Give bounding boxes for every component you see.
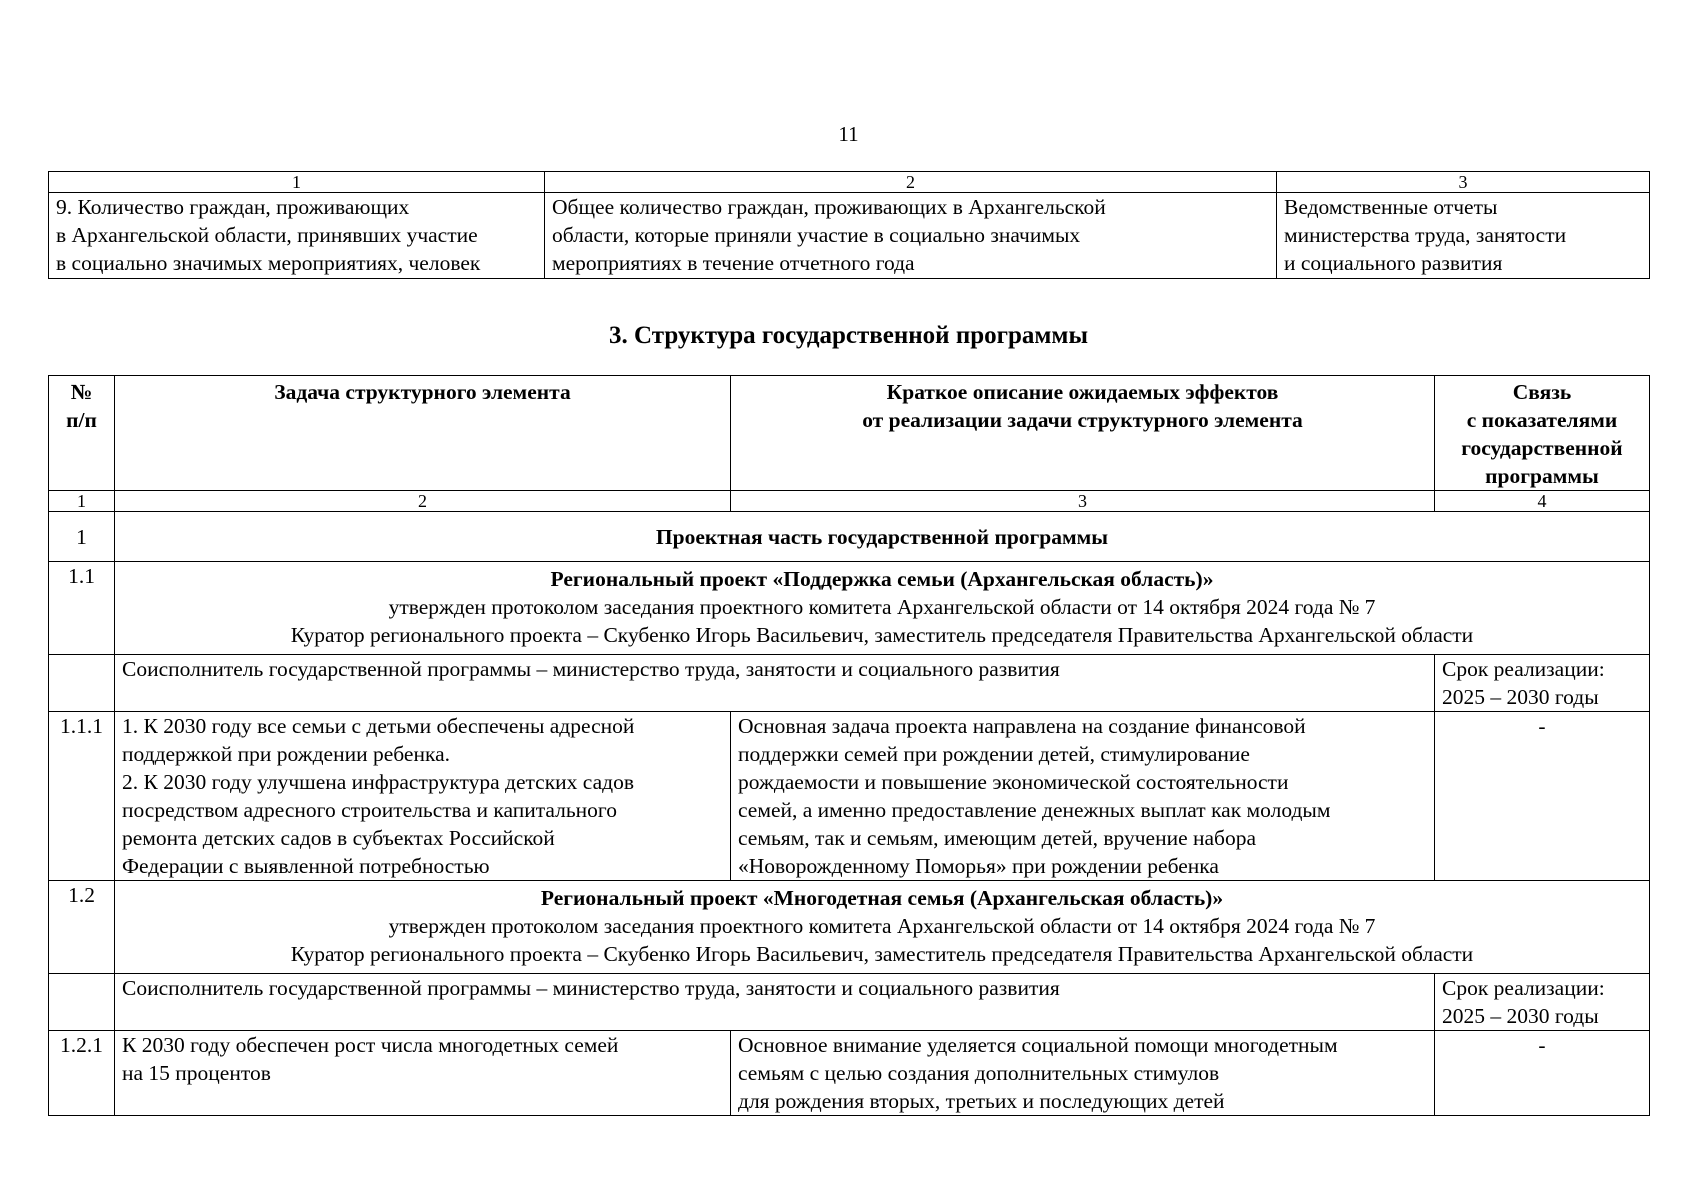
effects-text: [731, 712, 1435, 881]
project-info: [115, 562, 1650, 655]
text-line: области, которые приняли участие в социально значимых: [552, 223, 1081, 247]
project-approved: утвержден протоколом заседания проектного комитета Архангельской области от 14 октября 2024 года № 7: [388, 595, 1376, 619]
text-line: 1. К 2030 году все семьи с детьми обеспечены адресной: [122, 714, 635, 738]
part-num: 1: [49, 512, 115, 562]
task-num: 1.2.1: [49, 1031, 115, 1116]
coexecutor: Соисполнитель государственной программы – министерство труда, занятости и социального развития: [115, 974, 1435, 1031]
indicator-row: [49, 193, 1650, 279]
text-line: «Новорожденному Поморья» при рождении ребенка: [738, 854, 1219, 878]
coexecutor-row: [49, 655, 1650, 712]
text-line: для рождения вторых, третьих и последующих детей: [738, 1089, 1225, 1113]
task-text: [115, 1031, 731, 1116]
header-row: [49, 376, 1650, 491]
task-text: [115, 712, 731, 881]
indicator-source-cell: [1277, 193, 1650, 279]
project-curator: Куратор регионального проекта – Скубенко Игорь Васильевич, заместитель председателя Правительства Архангельской области: [290, 942, 1474, 966]
text-line: мероприятиях в течение отчетного года: [552, 251, 915, 275]
text-line: К 2030 году обеспечен рост числа многодетных семей: [122, 1033, 619, 1057]
indicator-method-cell: [545, 193, 1277, 279]
text-line: Федерации с выявленной потребностью: [122, 854, 490, 878]
text-line: в социально значимых мероприятиях, человек: [56, 251, 481, 275]
project-row: [49, 562, 1650, 655]
column-number: 2: [545, 172, 1277, 193]
structure-table: [48, 375, 1650, 1116]
project-title: Региональный проект «Поддержка семьи (Архангельская область)»: [550, 567, 1214, 591]
term: [1435, 974, 1650, 1031]
section-title: 3. Структура государственной программы: [609, 322, 1088, 349]
text-line: Краткое описание ожидаемых эффектов: [886, 380, 1279, 404]
text-line: поддержки семей при рождении детей, стимулирование: [738, 742, 1250, 766]
text-line: государственной: [1461, 436, 1623, 460]
text-line: на 15 процентов: [122, 1061, 271, 1085]
column-number: 1: [49, 491, 115, 512]
empty-cell: [49, 655, 115, 712]
text-line: 2025 – 2030 годы: [1442, 685, 1599, 709]
column-number: 2: [115, 491, 731, 512]
text-line: с показателями: [1466, 408, 1618, 432]
project-num: 1.1: [49, 562, 115, 655]
text-line: Связь: [1512, 380, 1572, 404]
text-line: семьям, так и семьям, имеющим детей, вручение набора: [738, 826, 1257, 850]
text-line: №: [70, 380, 93, 404]
task-row: [49, 1031, 1650, 1116]
project-num: 1.2: [49, 881, 115, 974]
project-row: [49, 881, 1650, 974]
text-line: программы: [1485, 464, 1599, 488]
column-number: 4: [1435, 491, 1650, 512]
text-line: п/п: [66, 408, 97, 432]
part-row: [49, 512, 1650, 562]
link-value: -: [1435, 1031, 1650, 1116]
header-num: [49, 376, 115, 491]
text-line: рождаемости и повышение экономической состоятельности: [738, 770, 1289, 794]
text-line: Срок реализации:: [1442, 657, 1605, 681]
text-line: 9. Количество граждан, проживающих: [56, 195, 410, 219]
column-number: 3: [731, 491, 1435, 512]
project-approved: утвержден протоколом заседания проектного комитета Архангельской области от 14 октября 2024 года № 7: [388, 914, 1376, 938]
coexecutor: Соисполнитель государственной программы – министерство труда, занятости и социального развития: [115, 655, 1435, 712]
page-number: 11: [838, 122, 859, 146]
part-title: Проектная часть государственной программы: [115, 512, 1650, 562]
text-line: поддержкой при рождении ребенка.: [122, 742, 451, 766]
text-line: 2025 – 2030 годы: [1442, 1004, 1599, 1028]
column-number: 3: [1277, 172, 1650, 193]
indicator-table: [48, 171, 1650, 279]
project-curator: Куратор регионального проекта – Скубенко Игорь Васильевич, заместитель председателя Правительства Архангельской области: [290, 623, 1474, 647]
text-line: в Архангельской области, принявших участие: [56, 223, 478, 247]
text-line: посредством адресного строительства и капитального: [122, 798, 617, 822]
project-title: Региональный проект «Многодетная семья (Архангельская область)»: [540, 886, 1224, 910]
text-line: ремонта детских садов в субъектах Российской: [122, 826, 555, 850]
text-line: Ведомственные отчеты: [1284, 195, 1498, 219]
text-line: семей, а именно предоставление денежных выплат как молодым: [738, 798, 1331, 822]
effects-text: [731, 1031, 1435, 1116]
task-num: 1.1.1: [49, 712, 115, 881]
text-line: Общее количество граждан, проживающих в Архангельской: [552, 195, 1106, 219]
text-line: семьям с целью создания дополнительных стимулов: [738, 1061, 1220, 1085]
text-line: и социального развития: [1284, 251, 1503, 275]
term: [1435, 655, 1650, 712]
text-line: Основное внимание уделяется социальной помощи многодетным: [738, 1033, 1338, 1057]
link-value: -: [1435, 712, 1650, 881]
indicator-name-cell: [49, 193, 545, 279]
project-info: [115, 881, 1650, 974]
text-line: Срок реализации:: [1442, 976, 1605, 1000]
header-task: Задача структурного элемента: [115, 376, 731, 491]
coexecutor-row: [49, 974, 1650, 1031]
text-line: от реализации задачи структурного элемента: [862, 408, 1303, 432]
column-number-row: [49, 172, 1650, 193]
text-line: 2. К 2030 году улучшена инфраструктура детских садов: [122, 770, 634, 794]
text-line: Основная задача проекта направлена на создание финансовой: [738, 714, 1306, 738]
text-line: министерства труда, занятости: [1284, 223, 1567, 247]
header-link: [1435, 376, 1650, 491]
column-number: 1: [49, 172, 545, 193]
header-effects: [731, 376, 1435, 491]
column-number-row: [49, 491, 1650, 512]
task-row: [49, 712, 1650, 881]
empty-cell: [49, 974, 115, 1031]
